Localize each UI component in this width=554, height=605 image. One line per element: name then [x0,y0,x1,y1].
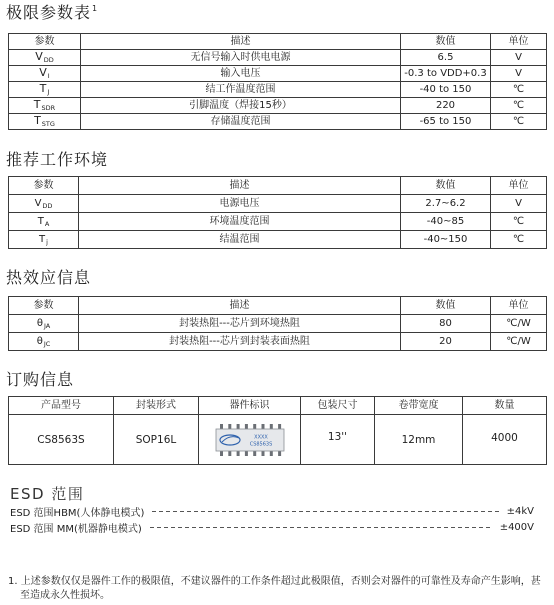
value-cell: -40~150 [401,231,491,249]
header-marking: 器件标识 [199,397,301,415]
table-row [9,315,547,333]
header-part-number: 产品型号 [9,397,114,415]
reel-size-cell: 13'' [301,415,375,465]
unit-cell: V [491,50,547,66]
chip-body [216,429,284,451]
ordering-table [8,396,547,465]
table-row [9,195,547,213]
table-header-row [9,297,547,315]
esd-item-hbm [10,504,534,518]
chip-pins-bottom [220,451,281,456]
header-tape-width: 卷带宽度 [375,397,463,415]
description-cell: 封装热阻---芯片到封装表面热阻 [79,333,401,351]
package-cell: SOP16L [114,415,199,465]
param-subscript: J [47,88,50,96]
description-cell: 输入电压 [81,66,401,82]
thermal-table [8,296,547,351]
param-subscript: JA [43,321,51,330]
header-quantity: 数量 [463,397,547,415]
ordering-title: 订购信息 [6,370,75,389]
param-cell [9,315,79,333]
description-cell: 电源电压 [79,195,401,213]
dotted-leader [150,527,492,528]
param-cell [9,213,79,231]
header-param: 参数 [9,177,79,195]
param-cell [9,50,81,66]
table-header-row [9,177,547,195]
description-cell: 环境温度范围 [79,213,401,231]
tape-width-cell: 12mm [375,415,463,465]
param-subscript: JC [43,339,51,348]
param-subscript: A [44,219,50,228]
thermal-title: 热效应信息 [6,268,92,287]
table-row [9,333,547,351]
description-cell: 结工作温度范围 [81,82,401,98]
description-cell: 引脚温度（焊接15秒） [81,98,401,114]
param-cell [9,333,79,351]
unit-cell: ℃ [491,114,547,130]
dotted-leader [152,511,498,512]
param-cell [9,66,81,82]
header-unit: 单位 [491,34,547,50]
unit-cell: ℃/W [491,315,547,333]
unit-cell: ℃ [491,98,547,114]
header-unit: 单位 [491,297,547,315]
unit-cell: ℃ [491,213,547,231]
description-cell: 结温范围 [79,231,401,249]
param-cell [9,82,81,98]
part-number-cell: CS8563S [9,415,114,465]
param-cell [9,195,79,213]
esd-value: ±400V [499,521,534,533]
table-row [9,50,547,66]
param-subscript: I [47,72,50,80]
table-row [9,82,547,98]
param-subscript: SDR [41,104,56,112]
table-row [9,231,547,249]
header-reel-size: 包装尺寸 [301,397,375,415]
marking-line-2: CS8563S [249,441,272,447]
value-cell: -65 to 150 [401,114,491,130]
footnote [8,575,548,603]
param-symbol: θ [36,317,43,329]
value-cell: 20 [401,333,491,351]
param-subscript: j [46,237,48,246]
table-row [9,98,547,114]
param-cell [9,231,79,249]
table-row [9,415,547,465]
value-cell: 220 [401,98,491,114]
unit-cell: V [491,66,547,82]
abs-max-title [6,3,97,26]
value-cell: 80 [401,315,491,333]
header-unit: 单位 [491,177,547,195]
param-symbol: T [33,98,41,111]
header-value: 数值 [401,297,491,315]
recommended-table [8,176,547,249]
param-symbol: V [34,197,42,209]
unit-cell: ℃ [491,82,547,98]
abs-max-table [8,33,547,130]
value-cell: 2.7~6.2 [401,195,491,213]
value-cell: -40~85 [401,213,491,231]
marking-cell [199,415,301,465]
header-param: 参数 [9,297,79,315]
param-cell [9,114,81,130]
unit-cell: ℃/W [491,333,547,351]
header-value: 数值 [401,34,491,50]
header-value: 数值 [401,177,491,195]
table-row [9,213,547,231]
value-cell: -0.3 to VDD+0.3 [401,66,491,82]
param-subscript: STG [41,120,55,128]
description-cell: 无信号输入时供电电源 [81,50,401,66]
esd-label: ESD 范围HBM(人体静电模式) [10,507,145,519]
table-row [9,114,547,130]
table-row [9,66,547,82]
param-symbol: T [39,82,47,95]
footnote-ref: 1 [92,4,98,13]
value-cell: 6.5 [401,50,491,66]
chip-pins-top [220,424,281,429]
header-desc: 描述 [81,34,401,50]
footnote-text: 上述参数仅仅是器件工作的极限值，不建议器件的工作条件超过此极限值，否则会对器件的可靠性及寿命产生影响，甚至造成永久性损坏。 [20,576,541,601]
chip-marking-image [213,423,287,457]
header-param: 参数 [9,34,81,50]
table-header-row [9,34,547,50]
param-symbol: T [34,114,41,127]
param-cell [9,98,81,114]
unit-cell: V [491,195,547,213]
param-symbol: V [35,50,43,63]
marking-line-1: XXXX [253,434,268,440]
quantity-cell: 4000 [463,415,547,465]
param-symbol: V [39,66,47,79]
abs-max-title-text: 极限参数表 [6,3,92,22]
header-desc: 描述 [79,297,401,315]
description-cell: 封装热阻---芯片到环境热阻 [79,315,401,333]
recommended-title: 推荐工作环境 [6,150,109,169]
description-cell: 存储温度范围 [81,114,401,130]
value-cell: -40 to 150 [401,82,491,98]
param-symbol: θ [36,335,43,347]
param-subscript: DD [42,201,53,210]
param-symbol: T [37,215,44,227]
esd-title: ESD 范围 [10,485,85,503]
footnote-number: 1. [8,576,18,587]
esd-item-mm [10,520,534,534]
unit-cell: ℃ [491,231,547,249]
header-package: 封装形式 [114,397,199,415]
esd-label: ESD 范围 MM(机器静电模式) [10,523,142,535]
esd-value: ±4kV [506,505,534,517]
param-symbol: T [39,233,46,245]
param-subscript: DD [43,56,54,64]
table-header-row [9,397,547,415]
header-desc: 描述 [79,177,401,195]
